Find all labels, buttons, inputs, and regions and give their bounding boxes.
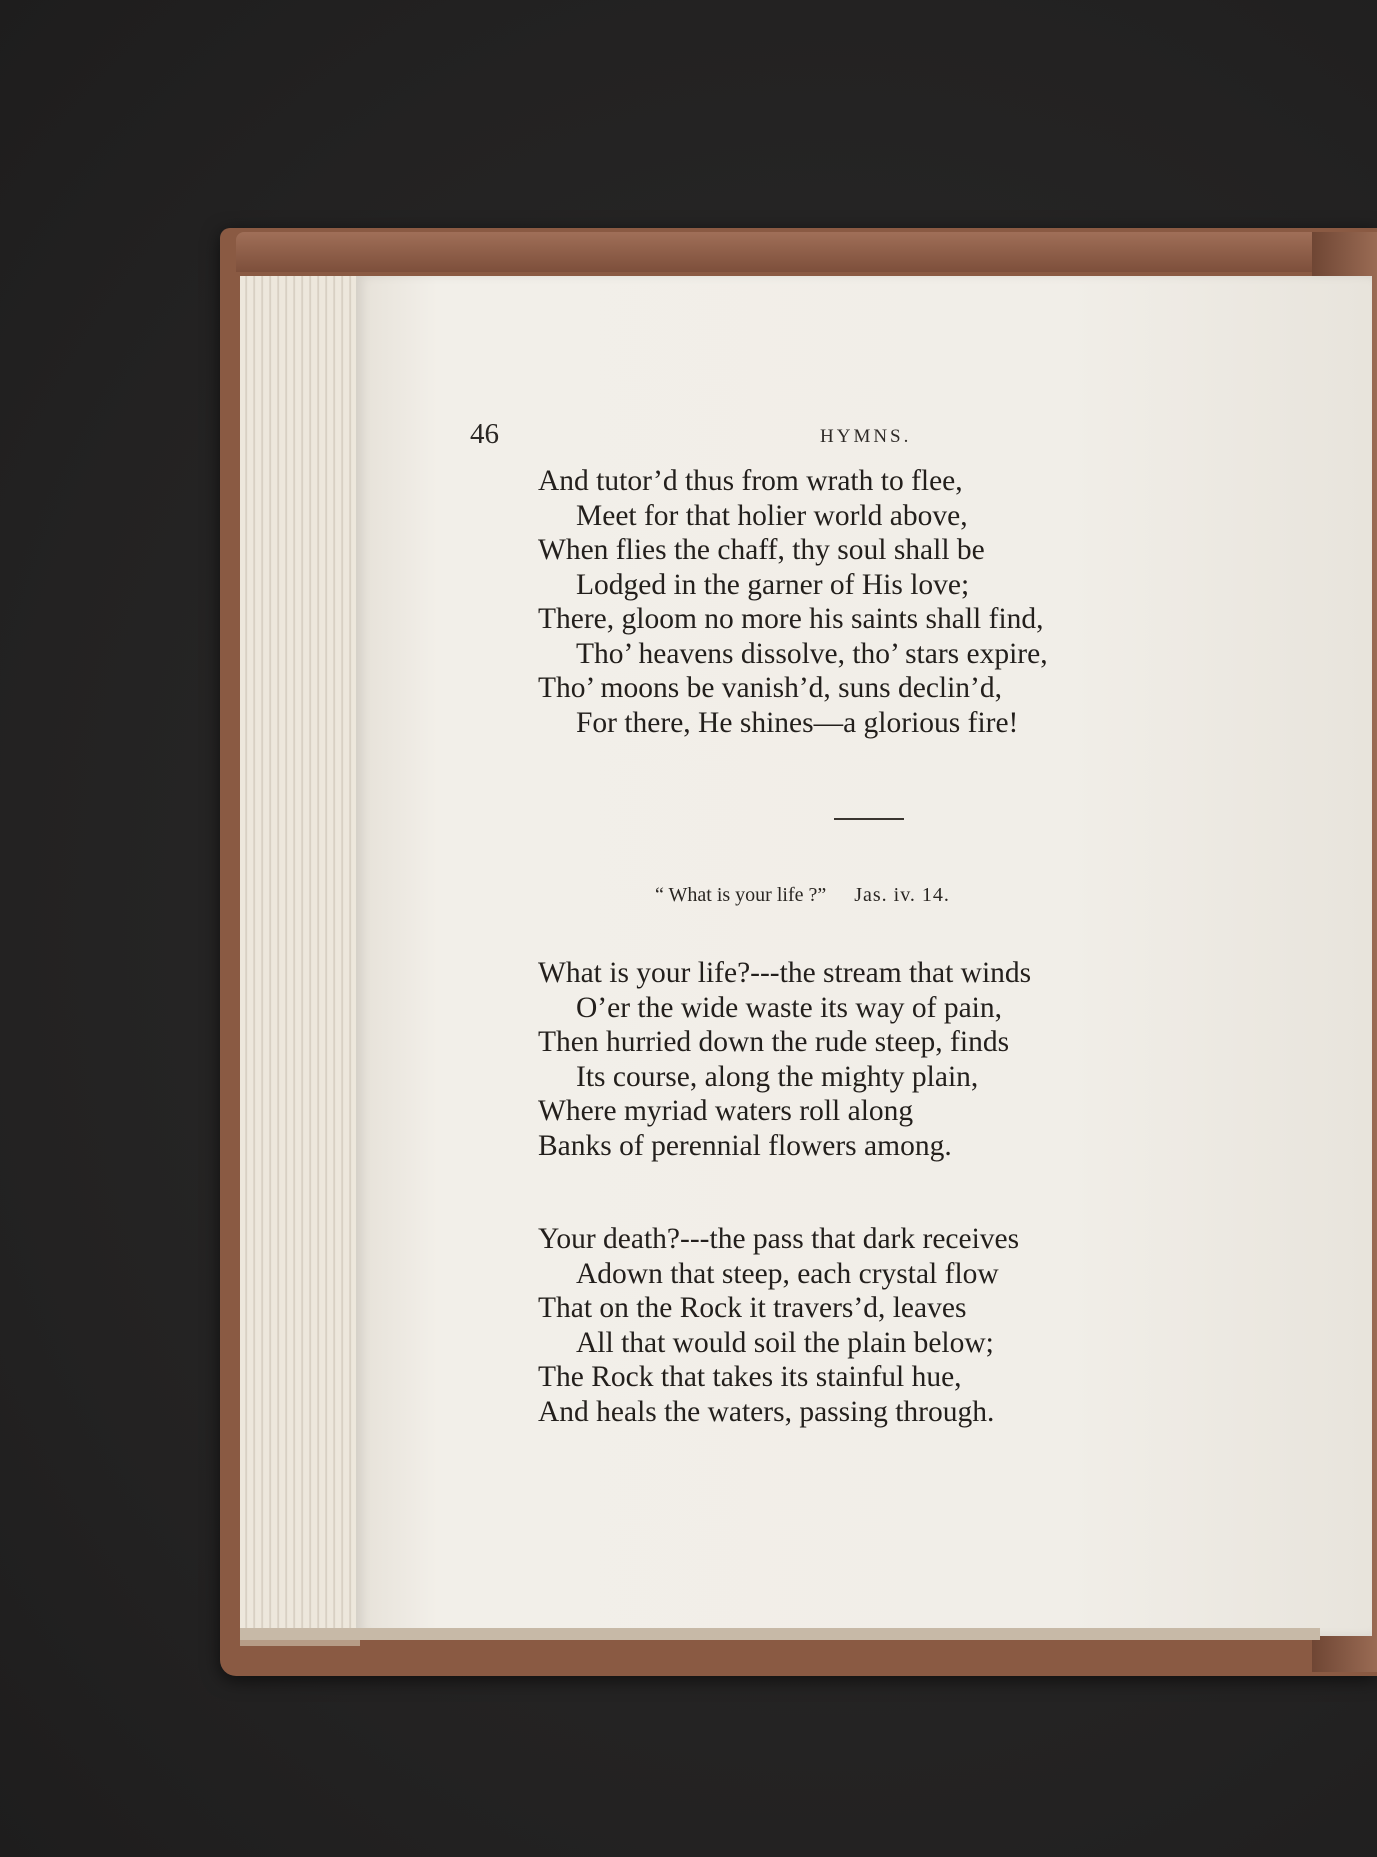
- running-head: [470, 418, 1280, 458]
- verse-line: All that would soil the plain below;: [576, 1326, 994, 1359]
- verse-line: And tutor’d thus from wrath to flee,: [538, 465, 963, 497]
- verse-line: There, gloom no more his saints shall find,: [538, 603, 1044, 635]
- verse-line: Tho’ heavens dissolve, tho’ stars expire,: [576, 637, 1048, 670]
- section-divider: [834, 818, 904, 820]
- stanza-3: [538, 1222, 1019, 1429]
- verse-line: When flies the chaff, thy soul shall be: [538, 534, 985, 566]
- page-number: 46: [470, 418, 499, 450]
- verse-line: Its course, along the mighty plain,: [576, 1060, 979, 1093]
- verse-line: The Rock that takes its stainful hue,: [538, 1361, 962, 1393]
- verse-line: Lodged in the garner of His love;: [576, 568, 970, 601]
- verse-line: And heals the waters, passing through.: [538, 1395, 995, 1428]
- verse-line: For there, He shines—a glorious fire!: [576, 706, 1019, 739]
- running-head-title: HYMNS.: [820, 426, 912, 447]
- verse-line: Banks of perennial flowers among.: [538, 1129, 952, 1162]
- verse-line: Where myriad waters roll along: [538, 1095, 914, 1127]
- verse-line: Then hurried down the rude steep, finds: [538, 1026, 1010, 1058]
- stanza-2: [538, 956, 1031, 1163]
- verse-line: Meet for that holier world above,: [576, 499, 968, 532]
- page-edges: [240, 276, 360, 1646]
- epigraph-citation: Jas. iv. 14.: [854, 884, 950, 906]
- epigraph: [655, 884, 950, 907]
- verse-line: O’er the wide waste its way of pain,: [576, 991, 1002, 1024]
- page-bottom-edge: [240, 1628, 1320, 1640]
- book-cover-top-edge: [236, 232, 1377, 272]
- verse-line: Your death?---the pass that dark receives: [538, 1223, 1020, 1255]
- verse-line: That on the Rock it travers’d, leaves: [538, 1292, 967, 1324]
- verse-line: What is your life?---the stream that winds: [538, 957, 1032, 989]
- verse-line: Adown that steep, each crystal flow: [576, 1257, 999, 1290]
- stanza-1: [538, 464, 1048, 740]
- epigraph-quote: “ What is your life ?”: [655, 884, 827, 906]
- verse-line: Tho’ moons be vanish’d, suns declin’d,: [538, 672, 1003, 704]
